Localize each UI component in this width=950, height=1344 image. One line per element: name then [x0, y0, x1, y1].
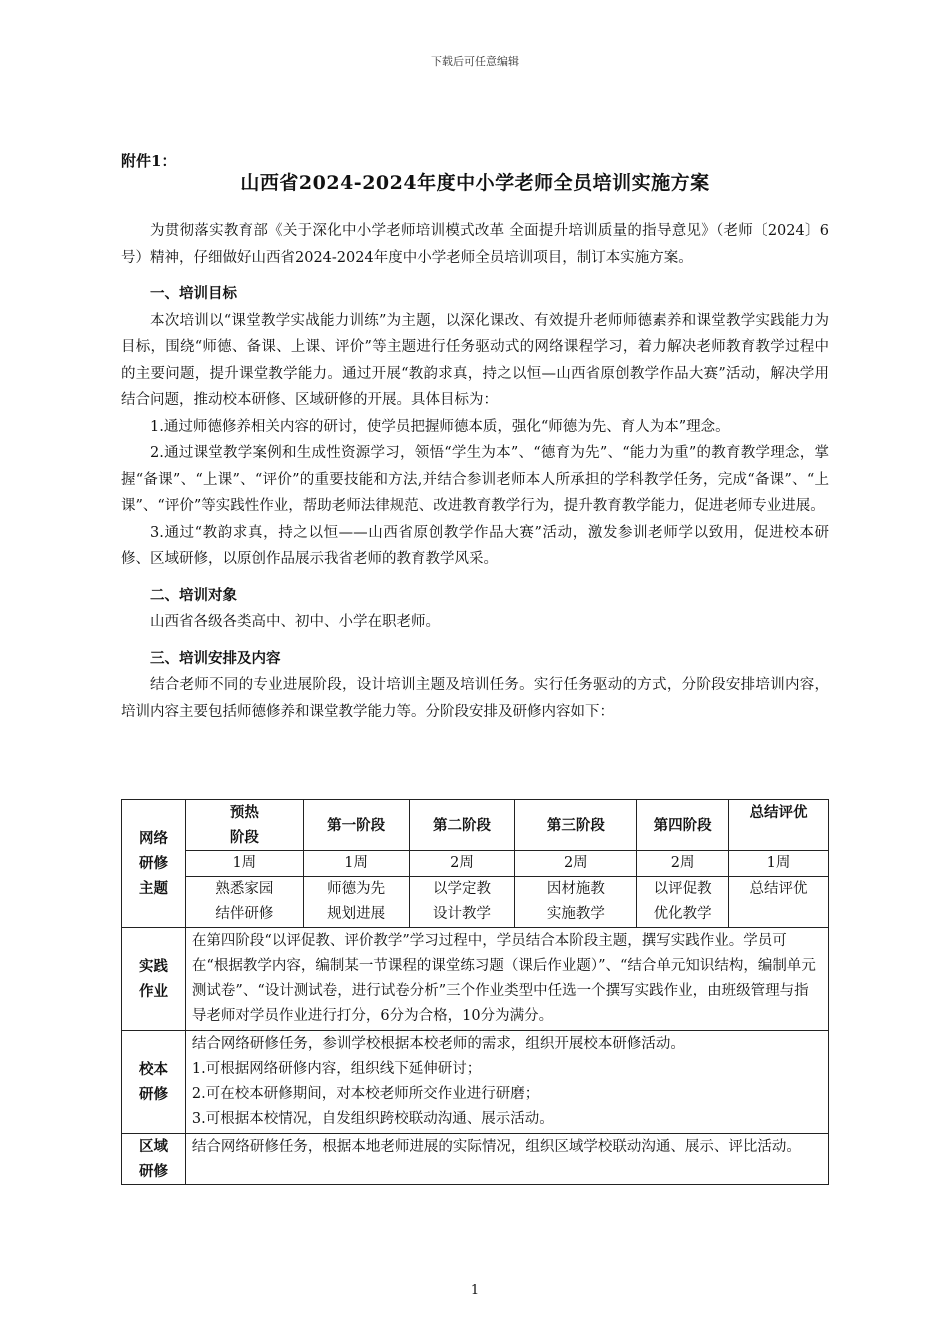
phase-header: 第三阶段: [515, 800, 637, 851]
school-row-header: 校本 研修: [122, 1031, 186, 1134]
network-row-header: 网络 研修 主题: [122, 800, 186, 928]
header-note: 下载后可任意编辑: [431, 55, 519, 68]
phase-theme: 因材施教 实施教学: [515, 877, 637, 928]
section1-heading: 一、培训目标: [150, 285, 237, 302]
phase-duration: 2周: [409, 851, 515, 877]
document-body: [121, 218, 829, 725]
section1-paragraph: 本次培训以“课堂教学实战能力训练”为主题，以深化课改、有效提升老师师德素养和课堂教学实践能力为目标，围绕“师德、备课、上课、评价”等主题进行任务驱动式的网络课程学习，着力解决老师教育教学过程中的主要问题，提升课堂教学能力。通过开展“教韵求真，持之以恒—山西省原创教学作品大赛”活动，解决学用结合问题，推动校本研修、区域研修的开展。具体目标为：: [121, 312, 829, 408]
page-number: 1: [470, 1283, 480, 1298]
training-schedule-table: [121, 799, 829, 1185]
table-row: [122, 851, 829, 877]
region-row-header: 区域 研修: [122, 1134, 186, 1185]
practice-content: 在第四阶段“以评促教、评价教学”学习过程中，学员结合本阶段主题，撰写实践作业。学员可在“根据教学内容，编制某一节课程的课堂练习题（课后作业题）”、“结合单元知识结构，编制单元测试卷”、“设计测试卷，进行试卷分析”三个作业类型中任选一个撰写实践作业，由班级管理与指导老师对学员作业进行打分，6分为合格，10分为满分。: [185, 928, 828, 1031]
section3-paragraph: 结合老师不同的专业进展阶段，设计培训主题及培训任务。实行任务驱动的方式，分阶段安排培训内容，培训内容主要包括师德修养和课堂教学能力等。分阶段安排及研修内容如下：: [121, 677, 829, 720]
section1-item2: 2.通过课堂教学案例和生成性资源学习，领悟“学生为本”、“德育为先”、“能力为重”的教育教学理念，掌握“备课”、“上课”、“评价”的重要技能和方法,并结合参训老师本人所承担的学科教学任务，完成“备课”、“上课”、“评价”等实践性作业，帮助老师法律规范、改进教育教学行为，提升教育教学能力，促进老师专业进展。: [121, 445, 829, 514]
section2-paragraph: 山西省各级各类高中、初中、小学在职老师。: [150, 614, 440, 630]
section2-heading: 二、培训对象: [150, 586, 237, 604]
table-row: [122, 1031, 829, 1134]
phase-theme: 总结评优: [729, 877, 829, 928]
table-row: [122, 877, 829, 928]
phase-duration: 2周: [637, 851, 729, 877]
table-row: [122, 1134, 829, 1185]
attachment-label: 附件1：: [121, 152, 177, 170]
region-content: 结合网络研修任务，根据本地老师进展的实际情况，组织区域学校联动沟通、展示、评比活动。: [185, 1134, 828, 1185]
phase-theme: 师德为先 规划进展: [303, 877, 409, 928]
intro-paragraph: 为贯彻落实教育部《关于深化中小学老师培训模式改革 全面提升培训质量的指导意见》（老师〔2024〕6号）精神，仔细做好山西省2024-2024年度中小学老师全员培训项目，制订本实施方案。: [121, 223, 829, 266]
phase-duration: 2周: [515, 851, 637, 877]
document-title: 山西省2024-2024年度中小学老师全员培训实施方案: [240, 172, 710, 194]
practice-row-header: 实践 作业: [122, 928, 186, 1031]
section1-item3: 3.通过“教韵求真，持之以恒——山西省原创教学作品大赛”活动，激发参训老师学以致用，促进校本研修、区域研修，以原创作品展示我省老师的教育教学风采。: [121, 524, 829, 567]
phase-theme: 熟悉家园 结伴研修: [185, 877, 303, 928]
phase-duration: 1周: [185, 851, 303, 877]
phase-duration: 1周: [729, 851, 829, 877]
section3-heading: 三、培训安排及内容: [150, 649, 281, 667]
school-content: 结合网络研修任务，参训学校根据本校老师的需求，组织开展校本研修活动。 1.可根据网络研修内容，组织线下延伸研讨； 2.可在校本研修期间，对本校老师所交作业进行研磨； 3.可根据本校情况，自发组织跨校联动沟通、展示活动。: [185, 1031, 828, 1134]
phase-header: 第二阶段: [409, 800, 515, 851]
table-row: [122, 928, 829, 1031]
phase-header: 预热 阶段: [185, 800, 303, 851]
phase-header: 第四阶段: [637, 800, 729, 851]
table-row: [122, 800, 829, 851]
phase-duration: 1周: [303, 851, 409, 877]
phase-header: 第一阶段: [303, 800, 409, 851]
phase-theme: 以评促教 优化教学: [637, 877, 729, 928]
phase-header: 总结评优: [729, 800, 829, 851]
phase-theme: 以学定教 设计教学: [409, 877, 515, 928]
section1-item1: 1.通过师德修养相关内容的研讨，使学员把握师德本质，强化“师德为先、育人为本”理念。: [150, 418, 730, 435]
